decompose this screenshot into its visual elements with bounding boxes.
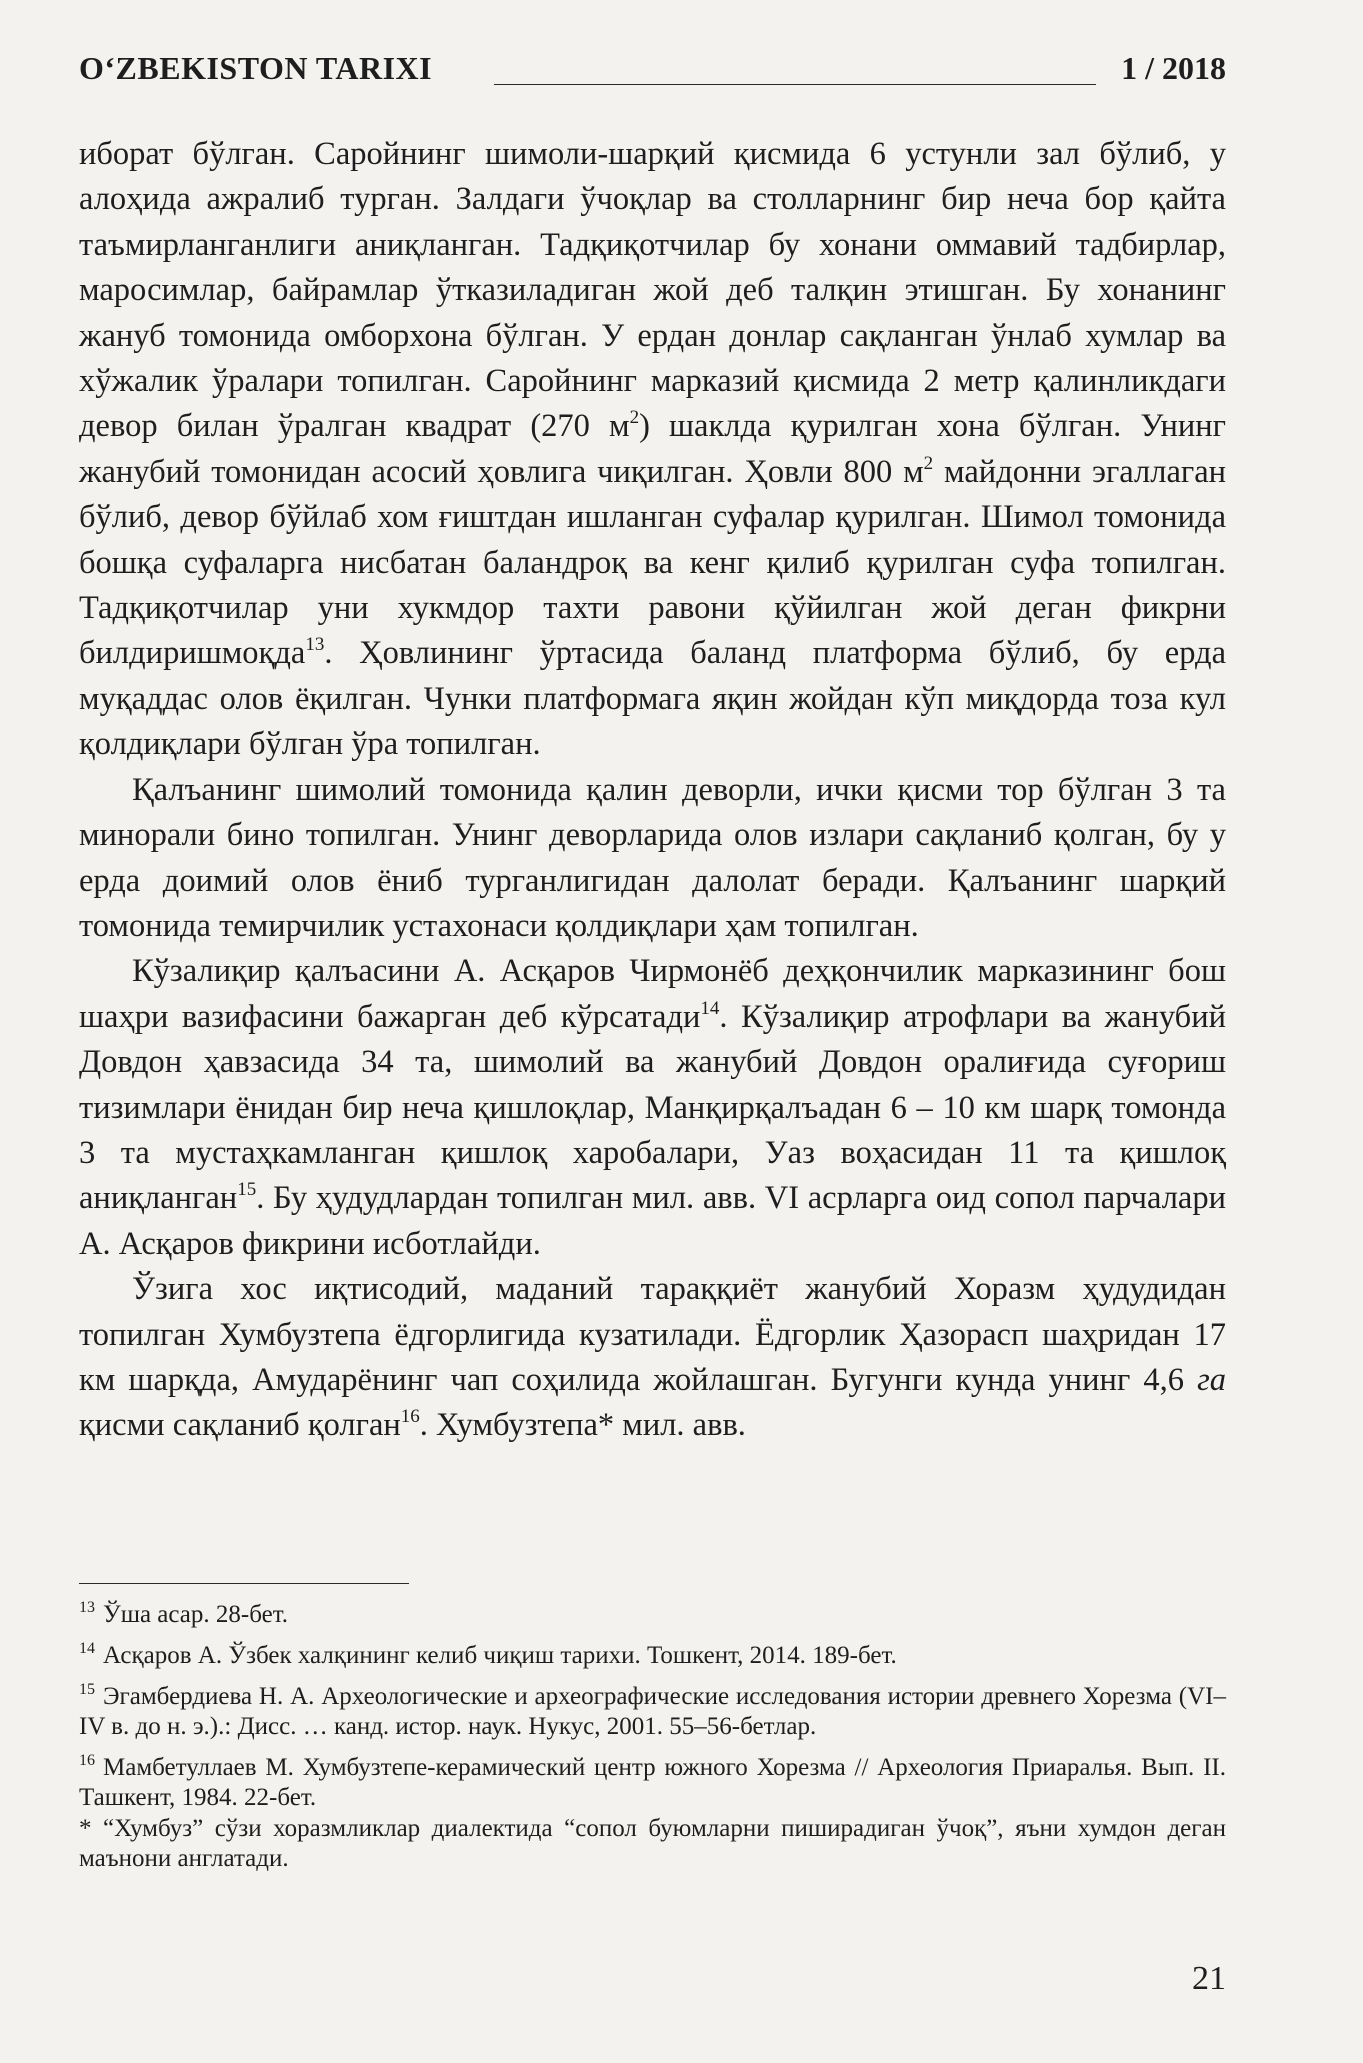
text-run: . Кўзалиқир атрофлари ва жанубий Довдон ҳавзасида 34 та, шимолий ва жанубий Довдон оралиғида суғориш тизимлари ёнидан бир неча қишлоқлар, Манқирқалъадан 6 – 10 км шарқ томонда 3 та мустаҳкамланган қишлоқ харобалари, Уаз воҳасидан 11 та қишлоқ аниқланган	[79, 998, 1227, 1217]
text-run: иборат бўлган. Саройнинг шимоли-шарқий қисмида 6 устунли зал бўлиб, у алоҳида ажралиб турган. Залдаги ўчоқлар ва столларнинг бир неча бор қайта таъмирланганлиги аниқланган. Тадқиқотчилар бу хонани оммавий тадбирлар, маросимлар, байрамлар ўтказиладиган жой деб талқин этишган. Бу хонанинг жануб томонида омборхона бўлган. У ердан донлар сақланган ўнлаб хумлар ва хўжалик ўралари топилган. Саройнинг марказий қисмида 2 метр қалинликдаги девор билан ўралган квадрат (270 м	[79, 136, 1226, 445]
footnote-text: Мамбетуллаев М. Хумбузтепе-керамический центр южного Хорезма // Археология Приаралья. Вып. II. Ташкент, 1984. 22-бет.	[79, 1754, 1226, 1811]
footnote	[79, 1753, 1226, 1813]
paragraph	[79, 132, 1226, 768]
footnote-reference: 15	[237, 1179, 257, 1201]
text-run: майдонни эгаллаган бўлиб, девор бўйлаб хом ғиштдан ишланган суфалар қурилган. Шимол томонида бошқа суфаларга нисбатан баландроқ ва кенг қилиб қурилган суфа топилган. Тадқиқотчилар уни хукмдор тахти равони қўйилган жой деган фикрни билдиришмоқда	[79, 453, 1227, 672]
header-rule	[494, 84, 1096, 85]
footnote-reference: 16	[400, 1406, 420, 1428]
footnote-number: 16	[79, 1752, 95, 1769]
star-footnote: * “Хумбуз” сўзи хоразмликлар диалектида “сопол буюмларни пиширадиган ўчоқ”, яъни хумдон деган маънони англатади.	[79, 1815, 1226, 1872]
footnote	[79, 1641, 1226, 1671]
footnote-reference: 14	[700, 997, 720, 1019]
footnote-reference: 2	[923, 452, 934, 474]
footnote-text: Эгамбердиева Н. А. Археологические и археографические исследования истории древнего Хорезма (VI–IV в. до н. э.).: Дисс. … канд. истор. наук. Нукус, 2001. 55–56-бетлар.	[79, 1683, 1226, 1740]
footnotes	[79, 1600, 1226, 1885]
text-run: Қалъанинг шимолий томонида қалин деворли, ички қисми тор бўлган 3 та минорали бино топилган. Унинг деворларида олов излари сақланиб қолган, бу у ерда доимий олов ёниб турганлигидан далолат беради. Қалъанинг шарқий томонида темирчилик устахонаси қолдиқлари ҳам топилган.	[79, 771, 1226, 944]
text-run: . Хумбузтепа* мил. авв.	[419, 1407, 746, 1444]
page-number: 21	[1192, 1960, 1226, 1997]
text-run: Кўзалиқир қалъасини А. Асқаров Чирмонёб деҳқончилик марказининг бош шаҳри вазифасини бажарган деб кўрсатади	[79, 953, 1226, 1035]
issue-number: 1 / 2018	[1121, 50, 1226, 86]
footnote-separator	[79, 1583, 409, 1584]
footnote	[79, 1600, 1226, 1630]
footnote-reference: 13	[305, 634, 325, 656]
italic-text: га	[1197, 1361, 1226, 1398]
text-run: . Ҳовлининг ўртасида баланд платформа бўлиб, бу ерда муқаддас олов ёқилган. Чунки платформага яқин жойдан кўп миқдорда тоза кул қолдиқлари бўлган ўра топилган.	[79, 635, 1226, 763]
text-run: . Бу ҳудудлардан топилган мил. авв. VI асрларга оид сопол парчалари А. Асқаров фикрини исботлайди.	[79, 1180, 1226, 1262]
footnote-number: 13	[79, 1599, 95, 1616]
paragraph	[79, 1267, 1226, 1449]
footnote-reference: 2	[629, 407, 640, 429]
journal-title: O‘ZBEKISTON TARIXI	[79, 50, 433, 86]
running-header	[79, 50, 1226, 90]
footnote-number: 15	[79, 1681, 95, 1698]
paragraph	[79, 768, 1226, 950]
footnote-text: Ўша асар. 28-бет.	[103, 1601, 288, 1628]
footnote	[79, 1682, 1226, 1742]
text-run: ) шаклда қурилган хона бўлган. Унинг жанубий томонидан асосий ҳовлига чиқилган. Ҳовли 800 м	[79, 408, 1226, 490]
text-run: Ўзига хос иқтисодий, маданий тараққиёт жанубий Хоразм ҳудудидан топилган Хумбузтепа ёдгорлигида кузатилади. Ёдгорлик Ҳазорасп шаҳридан 17 км шарқда, Амударёнинг чап соҳилида жойлашган. Бугунги кунда унинг 4,6	[79, 1271, 1226, 1398]
footnote-number: 14	[79, 1640, 95, 1657]
text-run: қисми сақланиб қолган	[79, 1407, 401, 1444]
body-text	[79, 132, 1226, 1449]
footnote-text: Асқаров А. Ўзбек халқининг келиб чиқиш тарихи. Тошкент, 2014. 189-бет.	[103, 1642, 897, 1669]
paragraph	[79, 949, 1226, 1267]
